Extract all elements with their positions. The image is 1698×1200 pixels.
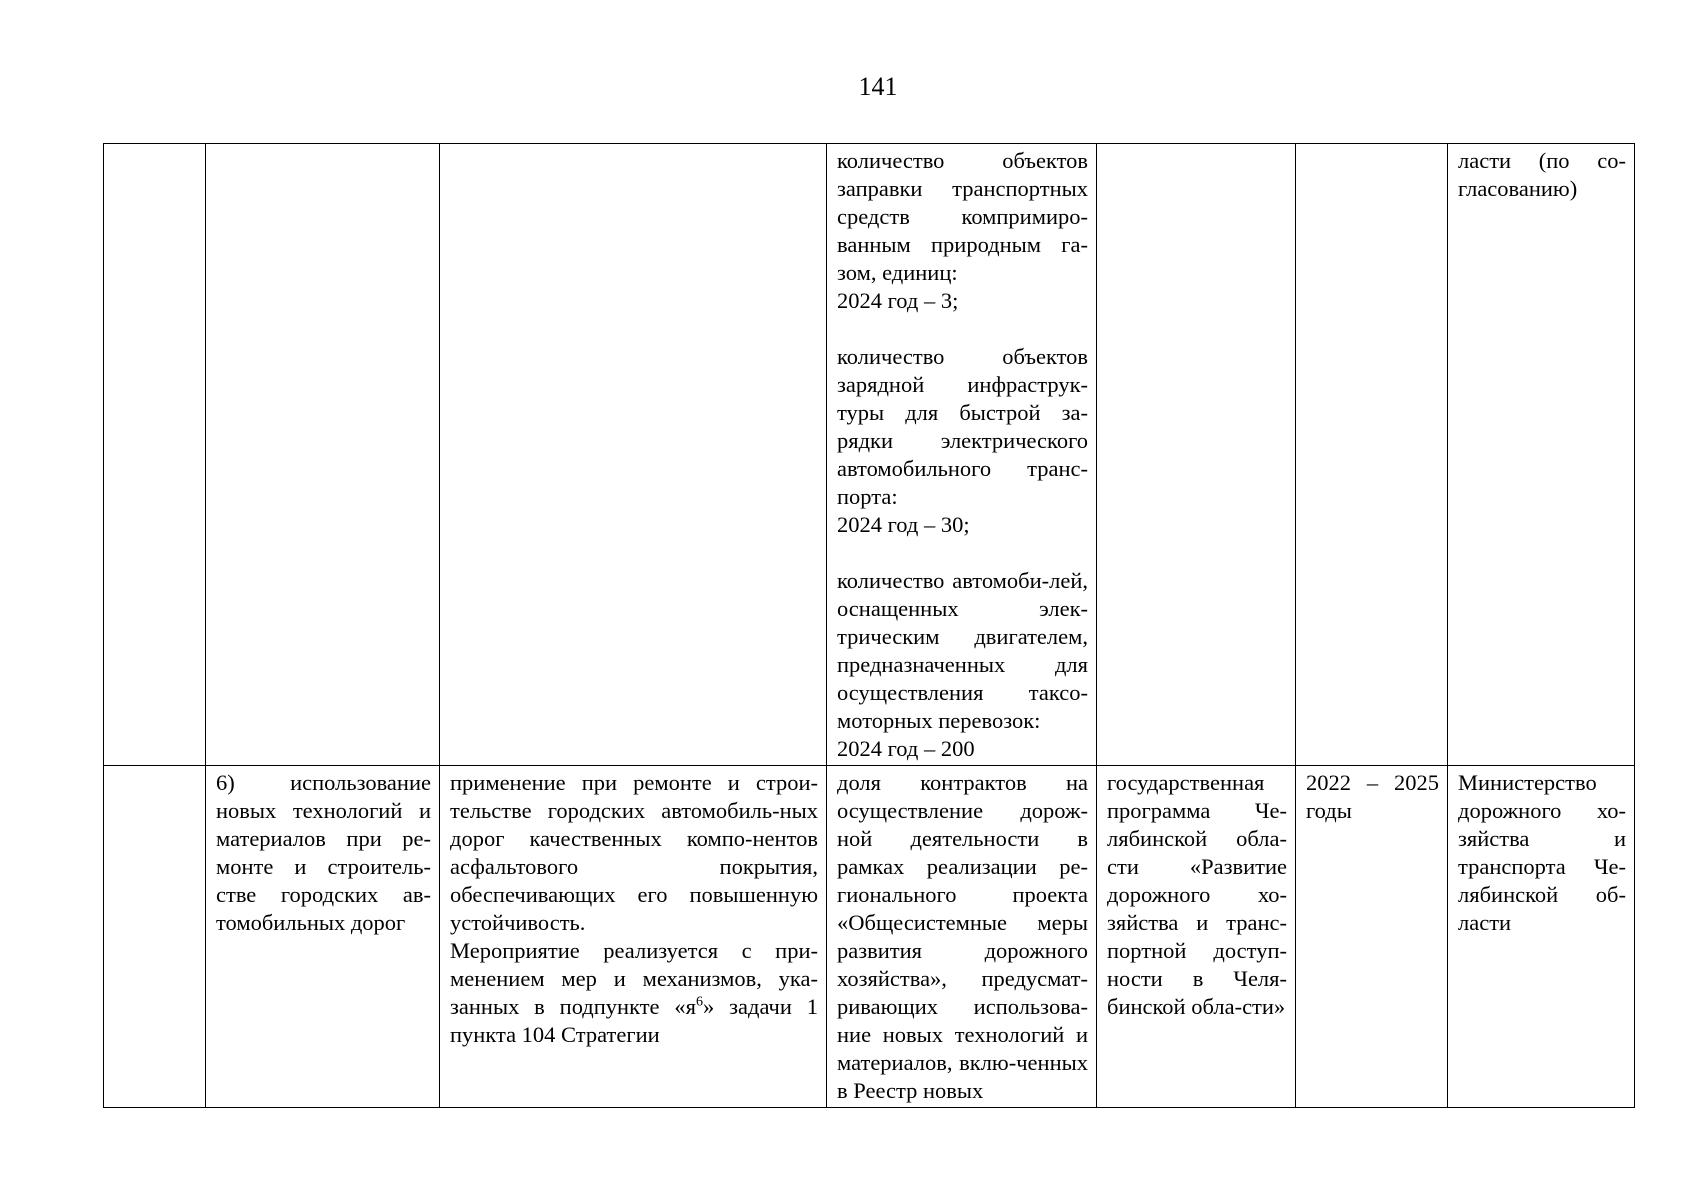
cell-responsible: ласти (по со-гласованию) <box>1448 144 1635 766</box>
cell-indicators <box>827 144 1097 766</box>
table-row-continuation <box>104 144 1635 766</box>
cell-program <box>1097 144 1296 766</box>
indicator-charging-stations: количество объектов зарядной инфраструк-туры для быстрой за-рядки электрического автомобильного транс-порта: 2024 год – 30; <box>837 344 1088 537</box>
activity-description: применение при ремонте и строи-тельстве городских автомобиль-ных дорог качественных компо-нентов асфальтового покрытия, обеспечивающих его повышенную устойчивость. <box>450 770 818 935</box>
indicator-gas-stations: количество объектов заправки транспортных средств компримиро-ванным природным га-зом, единиц: 2024 год – 3; <box>837 148 1088 313</box>
program-table <box>103 143 1635 1108</box>
cell-responsible: Министерство дорожного хо-зяйства и транспорта Че-лябинской об-ласти <box>1448 766 1635 1108</box>
table-row-item-6 <box>104 766 1635 1108</box>
cell-activity <box>440 144 827 766</box>
cell-task <box>206 144 440 766</box>
cell-period: 2022 – 2025 годы <box>1296 766 1448 1108</box>
cell-number <box>104 144 206 766</box>
activity-implementation: Мероприятие реализуется с при-менением мер и механизмов, ука-занных в подпункте «$я^6$» задачи 1 пункта 104 Стратегии <box>450 938 818 1047</box>
cell-period <box>1296 144 1448 766</box>
footnote-mark: 6 <box>696 994 704 1010</box>
cell-activity <box>440 766 827 1108</box>
page-number: 141 <box>858 72 898 101</box>
cell-number <box>104 766 206 1108</box>
indicator-electric-taxis: количество автомоби-лей, оснащенных элек-трическим двигателем, предназначенных для осуществления таксо-моторных перевозок: 2024 год – 200 <box>837 568 1088 761</box>
cell-indicators: доля контрактов на осуществление дорож-ной деятельности в рамках реализации ре-гионального проекта «Общесистемные меры развития дорожного хозяйства», предусмат-ривающих использова-ние новых технологий и материалов, вклю-ченных в Реестр новых <box>827 766 1097 1108</box>
cell-program: государственная программа Че-лябинской обла-сти «Развитие дорожного хо-зяйства и транс-портной доступ-ности в Челя-бинской обла-сти» <box>1097 766 1296 1108</box>
cell-task: 6) использование новых технологий и материалов при ре-монте и строитель-стве городских ав-томобильных дорог <box>206 766 440 1108</box>
